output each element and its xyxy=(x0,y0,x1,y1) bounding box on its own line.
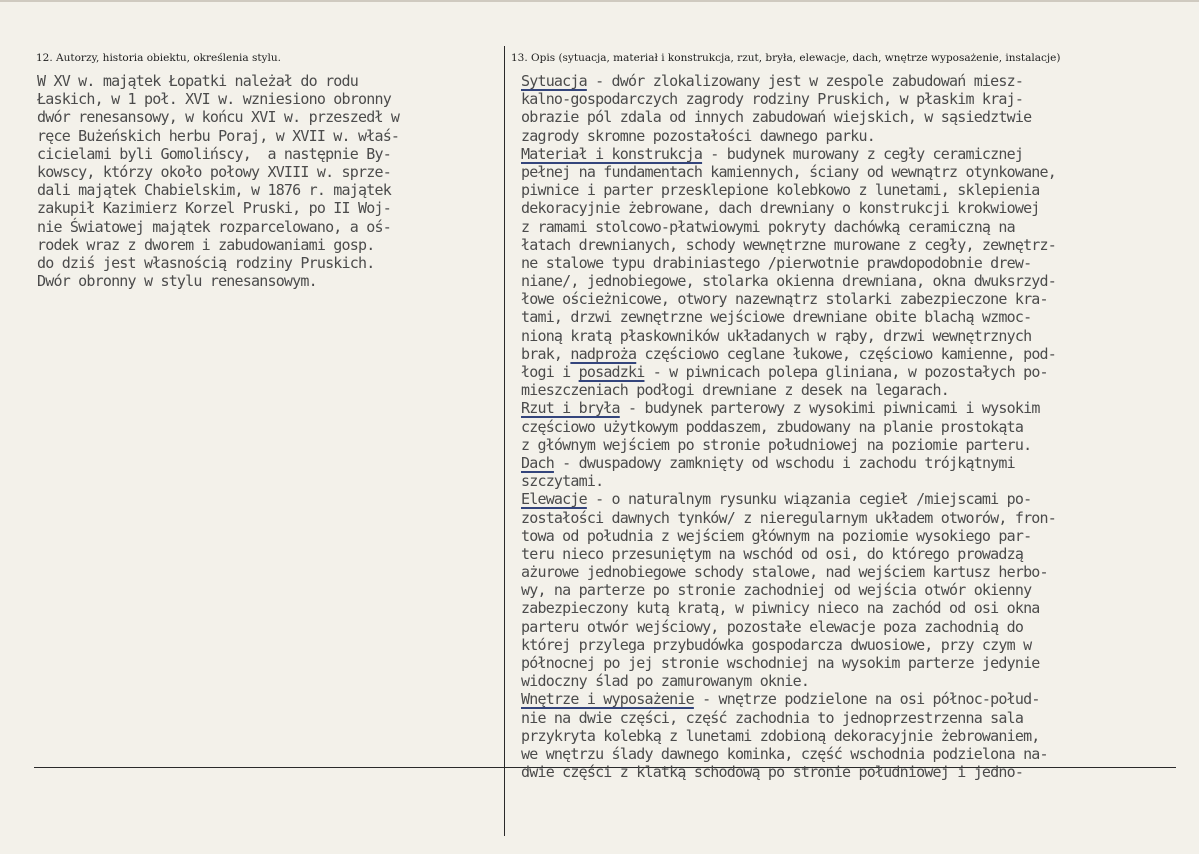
line-text: widoczny ślad po zamurowanym oknie. xyxy=(521,672,810,691)
section-heading: posadzki xyxy=(578,363,645,381)
section-heading: Sytuacja xyxy=(521,72,587,90)
history-line: zakupił Kazimierz Korzel Pruski, po II Woj- xyxy=(37,199,391,218)
description-line xyxy=(521,618,1056,636)
line-text: - wnętrze podzielone na osi północ-połud- xyxy=(693,690,1040,709)
line-text: wy, na parterze po stronie zachodniej od wejścia otwór okienny xyxy=(521,581,1032,600)
section-heading: Dach xyxy=(521,453,554,472)
history-line: cicielami byli Gomolińscy, a następnie By- xyxy=(37,144,391,163)
description-line xyxy=(521,327,1056,345)
description-line xyxy=(521,345,1056,363)
history-line: kowscy, którzy około połowy XVIII w. sprze- xyxy=(37,162,391,181)
description-line xyxy=(521,672,1056,690)
line-text: parteru otwór wejściowy, pozostałe elewacje poza zachodnią do xyxy=(521,617,1024,636)
line-text: dekoracyjnie żebrowane, dach drewniany o konstrukcji krokwiowej xyxy=(521,199,1040,218)
column-divider xyxy=(504,46,505,836)
description-line xyxy=(521,399,1056,417)
history-line: dwór renesansowy, w końcu XVI w. przeszedł w xyxy=(37,108,400,127)
description-line xyxy=(521,599,1056,617)
history-line: ręce Bużeńskich herbu Poraj, w XVII w. właś- xyxy=(37,126,400,145)
line-text: pełnej na fundamentach kamiennych, ściany od wewnątrz otynkowane, xyxy=(521,162,1057,181)
line-text: częściowo użytkowym poddaszem, zbudowany na planie prostokąta xyxy=(521,417,1024,436)
history-line: Dwór obronny w stylu renesansowym. xyxy=(37,272,317,291)
history-text-block xyxy=(37,72,399,290)
description-line xyxy=(521,436,1056,454)
description-line xyxy=(521,181,1056,199)
description-line xyxy=(521,527,1056,545)
line-text: przykryta kolebką z lunetami zdobioną dekoracyjnie żebrowaniem, xyxy=(521,726,1040,745)
description-line xyxy=(521,581,1056,599)
line-text: zostałości dawnych tynków/ z nieregularnym układem otworów, fron- xyxy=(521,508,1057,527)
description-line xyxy=(521,199,1056,217)
section-heading: Wnętrze i wyposażenie xyxy=(521,690,694,709)
section-13-header: 13. Opis (sytuacja, materiał i konstrukcja, rzut, bryła, elewacje, dach, wnętrze wyposażenie, instalacje) xyxy=(511,52,1061,64)
description-line xyxy=(521,472,1056,490)
line-text: tami, drzwi zewnętrzne wejściowe drewniane obite blachą wzmoc- xyxy=(521,308,1032,327)
description-line xyxy=(521,272,1056,290)
description-line xyxy=(521,709,1056,727)
description-line xyxy=(521,563,1056,581)
description-line xyxy=(521,127,1056,145)
line-text: obrazie pól zdala od innych zabudowań wiejskich, w sąsiedztwie xyxy=(521,108,1032,127)
history-line: do dziś jest własnością rodziny Pruskich. xyxy=(37,253,375,272)
line-text: - dwuspadowy zamknięty od wschodu i zachodu trójkątnymi xyxy=(553,453,1015,472)
line-text: łatach drewnianych, schody wewnętrzne murowane z cegły, zewnętrz- xyxy=(521,235,1057,254)
description-line xyxy=(521,454,1056,472)
line-text: mieszczeniach podłogi drewniane z desek na legarach. xyxy=(521,381,950,400)
line-text: nie na dwie części, część zachodnia to jednoprzestrzenna sala xyxy=(521,708,1024,727)
section-12-header: 12. Autorzy, historia obiektu, określenia stylu. xyxy=(36,52,281,64)
description-line xyxy=(521,636,1056,654)
line-text: - budynek murowany z cegły ceramicznej xyxy=(702,144,1024,163)
description-line xyxy=(521,145,1056,163)
line-text: z głównym wejściem po stronie południowej na poziomie parteru. xyxy=(521,435,1032,454)
history-line: Łaskich, w 1 poł. XVI w. wzniesiono obronny xyxy=(37,90,391,109)
description-line xyxy=(521,90,1056,108)
line-text: częściowo ceglane łukowe, częściowo kamienne, pod- xyxy=(636,344,1057,363)
description-line xyxy=(521,490,1056,508)
line-text: łowe ościeżnicowe, otwory nazewnątrz stolarki zabezpieczone kra- xyxy=(521,290,1048,309)
history-line: dali majątek Chabielskim, w 1876 r. majątek xyxy=(37,181,391,200)
history-line: rodek wraz z dworem i zabudowaniami gosp. xyxy=(37,235,375,254)
section-heading: Materiał i konstrukcja xyxy=(521,144,703,163)
line-text: - w piwnicach polepa gliniana, w pozostałych po- xyxy=(644,363,1048,381)
line-text: we wnętrzu ślady dawnego kominka, część wschodnia podzielona na- xyxy=(521,744,1048,763)
history-line: nie Światowej majątek rozparcelowano, a oś- xyxy=(37,217,391,236)
description-line xyxy=(521,381,1056,399)
line-text: piwnice i parter przesklepione kolebkowo z lunetami, sklepienia xyxy=(521,181,1040,200)
line-text: ne stalowe typu drabiniastego /pierwotnie prawdopodobnie drew- xyxy=(521,253,1032,272)
line-text: nioną kratą płaskowników układanych w rąby, drzwi wewnętrznych xyxy=(521,326,1032,345)
line-text: szczytami. xyxy=(521,472,604,491)
description-line xyxy=(521,290,1056,308)
line-text: dwie części z klatką schodową po stronie południowej i jedno- xyxy=(521,763,1024,782)
description-line xyxy=(521,509,1056,527)
description-line xyxy=(521,745,1056,763)
line-text: - o naturalnym rysunku wiązania cegieł /miejscami po- xyxy=(586,490,1032,509)
description-line xyxy=(521,163,1056,181)
description-line xyxy=(521,418,1056,436)
description-line xyxy=(521,108,1056,126)
line-text: kalno-gospodarczych zagrody rodziny Pruskich, w płaskim kraj- xyxy=(521,90,1024,109)
description-line xyxy=(521,690,1056,708)
section-heading: Rzut i bryła xyxy=(521,399,620,418)
line-text: - dwór zlokalizowany jest w zespole zabudowań miesz- xyxy=(586,72,1024,90)
description-line xyxy=(521,254,1056,272)
line-text: której przylega przybudówka gospodarcza dwuosiowe, przy czym w xyxy=(521,635,1032,654)
description-line xyxy=(521,308,1056,326)
description-line xyxy=(521,218,1056,236)
description-line xyxy=(521,236,1056,254)
description-line xyxy=(521,72,1056,90)
line-text: z ramami stolcowo-płatwiowymi pokryty dachówką ceramiczną na xyxy=(521,217,1015,236)
section-heading: Elewacje xyxy=(521,490,587,509)
line-text: teru nieco przesuniętym na wschód od osi, do którego prowadzą xyxy=(521,544,1024,563)
description-line xyxy=(521,763,1056,781)
line-text: zabezpieczony kutą kratą, w piwnicy nieco na zachód od osi okna xyxy=(521,599,1040,618)
line-text: brak, xyxy=(521,344,571,363)
description-line xyxy=(521,727,1056,745)
history-line: W XV w. majątek Łopatki należał do rodu xyxy=(37,72,359,90)
description-line xyxy=(521,545,1056,563)
sheet-top-edge xyxy=(0,0,1199,2)
line-text: łogi i xyxy=(521,363,579,381)
description-line xyxy=(521,363,1056,381)
line-text: północnej po jej stronie wschodniej na wysokim parterze jedynie xyxy=(521,654,1040,672)
description-text-block xyxy=(521,72,1056,781)
line-text: niane/, jednobiegowe, stolarka okienna drewniana, okna dwuksrzyd- xyxy=(521,272,1057,291)
line-text: - budynek parterowy z wysokimi piwnicami i wysokim xyxy=(619,399,1040,418)
line-text: zagrody skromne pozostałości dawnego parku. xyxy=(521,126,875,145)
line-text: towa od południa z wejściem głównym na poziomie wysokiego par- xyxy=(521,526,1032,545)
section-heading: nadproża xyxy=(570,344,637,363)
line-text: ażurowe jednobiegowe schody stalowe, nad wejściem kartusz herbo- xyxy=(521,563,1048,582)
description-line xyxy=(521,654,1056,672)
